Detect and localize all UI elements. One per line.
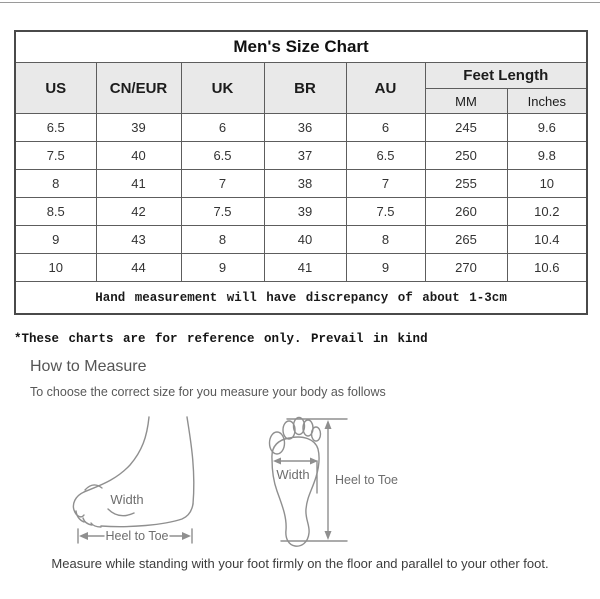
- size-cell: 270: [425, 254, 507, 282]
- size-row: [15, 198, 587, 226]
- size-cell: 10: [15, 254, 96, 282]
- size-cell: 6.5: [346, 142, 425, 170]
- reference-note: *These charts are for reference only. Prevail in kind: [14, 332, 428, 346]
- size-cell: 7.5: [15, 142, 96, 170]
- size-cell: 265: [425, 226, 507, 254]
- size-cell: 36: [264, 114, 346, 142]
- column-header-row: [15, 63, 587, 89]
- table-footnote-row: [15, 282, 587, 315]
- column-header-feet-length: Feet Length: [425, 63, 587, 89]
- column-header-uk: UK: [181, 63, 264, 114]
- size-row: [15, 142, 587, 170]
- foot-side-view-icon: [70, 413, 205, 548]
- size-cell: 9.6: [507, 114, 587, 142]
- size-row: [15, 226, 587, 254]
- size-cell: 10.6: [507, 254, 587, 282]
- size-cell: 6.5: [15, 114, 96, 142]
- foot-sole-view-diagram: [265, 413, 400, 551]
- size-cell: 8: [346, 226, 425, 254]
- mens-size-chart-table: [14, 30, 588, 315]
- table-footnote: Hand measurement will have discrepancy of about 1-3cm: [15, 282, 587, 315]
- size-row: [15, 170, 587, 198]
- foot-toe-line: [91, 523, 101, 527]
- size-cell: 7: [181, 170, 264, 198]
- size-cell: 38: [264, 170, 346, 198]
- size-cell: 37: [264, 142, 346, 170]
- size-cell: 250: [425, 142, 507, 170]
- foot-toe-line: [83, 518, 92, 525]
- size-cell: 10: [507, 170, 587, 198]
- size-cell: 8.5: [15, 198, 96, 226]
- size-cell: 41: [264, 254, 346, 282]
- size-cell: 260: [425, 198, 507, 226]
- foot-side-view-diagram: [70, 413, 205, 548]
- size-row: [15, 254, 587, 282]
- top-divider-line: [0, 2, 600, 3]
- size-cell: 42: [96, 198, 181, 226]
- foot-instep-line: [84, 417, 149, 492]
- foot-sole-view-icon: [265, 413, 400, 551]
- how-to-measure-heading: How to Measure: [30, 358, 147, 375]
- size-cell: 245: [425, 114, 507, 142]
- heel-to-toe-label: Heel to Toe: [335, 473, 399, 487]
- size-cell: 43: [96, 226, 181, 254]
- width-label: Width: [110, 492, 144, 507]
- size-cell: 8: [181, 226, 264, 254]
- column-header-us: US: [15, 63, 96, 114]
- size-cell: 7.5: [181, 198, 264, 226]
- foot-big-toe-line: [73, 492, 84, 517]
- foot-sole-line: [101, 504, 193, 527]
- size-cell: 40: [96, 142, 181, 170]
- size-cell: 41: [96, 170, 181, 198]
- size-cell: 44: [96, 254, 181, 282]
- size-cell: 6: [346, 114, 425, 142]
- column-header-cn-eur: CN/EUR: [96, 63, 181, 114]
- table-title: Men's Size Chart: [15, 31, 587, 63]
- how-to-measure-subheading: To choose the correct size for you measure your body as follows: [30, 385, 386, 399]
- size-cell: 39: [264, 198, 346, 226]
- toe-shape: [312, 427, 321, 441]
- size-cell: 9: [15, 226, 96, 254]
- size-cell: 7.5: [346, 198, 425, 226]
- size-row: [15, 114, 587, 142]
- size-cell: 10.4: [507, 226, 587, 254]
- column-header-mm: MM: [425, 89, 507, 114]
- size-cell: 7: [346, 170, 425, 198]
- size-cell: 8: [15, 170, 96, 198]
- size-cell: 9.8: [507, 142, 587, 170]
- size-cell: 10.2: [507, 198, 587, 226]
- size-cell: 9: [181, 254, 264, 282]
- width-label: Width: [276, 467, 310, 482]
- table-title-row: [15, 31, 587, 63]
- size-cell: 39: [96, 114, 181, 142]
- foot-ball-arc: [108, 509, 134, 516]
- size-cell: 40: [264, 226, 346, 254]
- heel-to-toe-label: Heel to Toe: [105, 529, 169, 543]
- column-header-br: BR: [264, 63, 346, 114]
- size-cell: 6: [181, 114, 264, 142]
- column-header-inches: Inches: [507, 89, 587, 114]
- foot-heel-line: [187, 417, 194, 504]
- column-header-au: AU: [346, 63, 425, 114]
- size-cell: 6.5: [181, 142, 264, 170]
- size-cell: 9: [346, 254, 425, 282]
- measure-caption: Measure while standing with your foot firmly on the floor and parallel to your other foot.: [51, 556, 549, 571]
- size-cell: 255: [425, 170, 507, 198]
